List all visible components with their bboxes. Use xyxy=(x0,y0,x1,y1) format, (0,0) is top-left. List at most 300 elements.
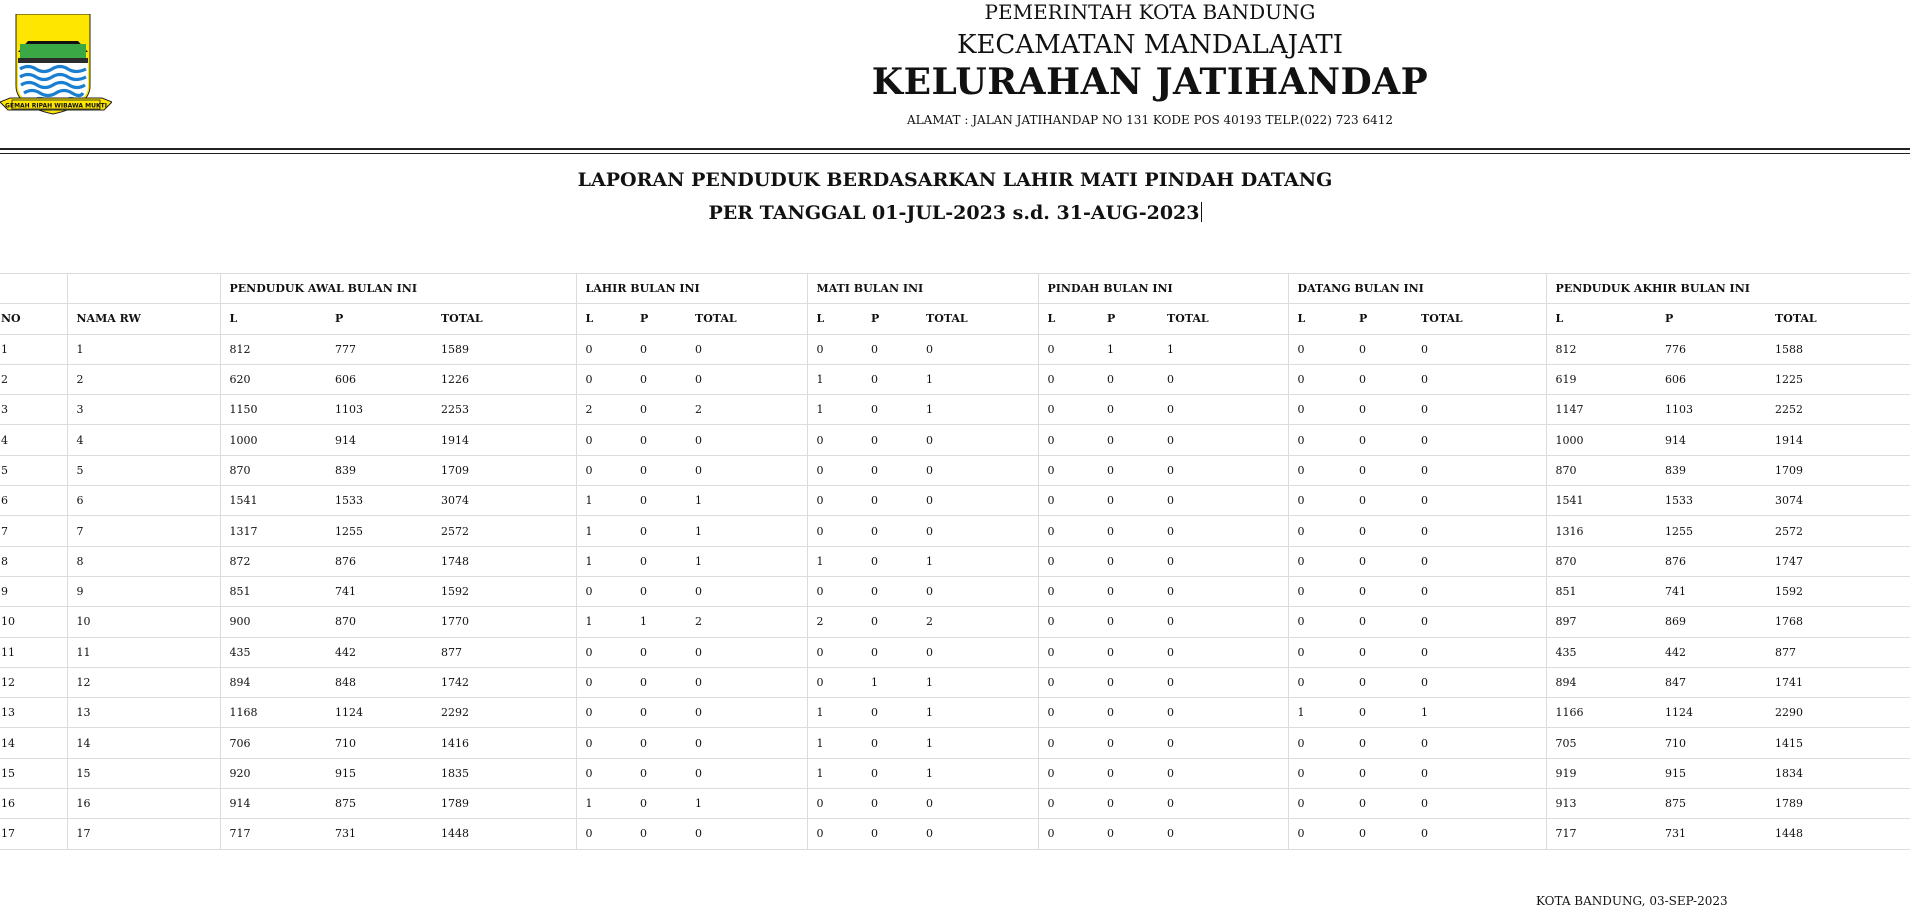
table-cell: 0 xyxy=(686,334,807,364)
table-cell: 0 xyxy=(1098,758,1158,788)
table-row xyxy=(0,819,1910,849)
table-cell: 0 xyxy=(1350,758,1412,788)
group-header-mati: MATI BULAN INI xyxy=(807,274,1038,304)
table-cell: 0 xyxy=(1350,455,1412,485)
table-cell: 0 xyxy=(1158,728,1288,758)
table-cell: 0 xyxy=(631,758,686,788)
column-header: TOTAL xyxy=(1766,304,1910,334)
table-cell: 0 xyxy=(1158,698,1288,728)
column-header: TOTAL xyxy=(1412,304,1546,334)
table-cell: 1834 xyxy=(1766,758,1910,788)
table-cell: 0 xyxy=(631,576,686,606)
table-cell: 1147 xyxy=(1546,395,1656,425)
table-cell: 1317 xyxy=(220,516,326,546)
row-number: 17 xyxy=(0,819,67,849)
table-cell: 915 xyxy=(326,758,432,788)
column-header: P xyxy=(1098,304,1158,334)
table-cell: 1 xyxy=(686,516,807,546)
table-cell: 0 xyxy=(631,698,686,728)
table-cell: 0 xyxy=(1098,546,1158,576)
table-cell: 0 xyxy=(631,819,686,849)
table-cell: 0 xyxy=(686,364,807,394)
table-cell: 0 xyxy=(631,395,686,425)
table-cell: 1 xyxy=(1288,698,1350,728)
row-number: 2 xyxy=(0,364,67,394)
row-number: 8 xyxy=(0,546,67,576)
table-cell: 0 xyxy=(862,728,917,758)
table-cell: 1124 xyxy=(1656,698,1766,728)
table-cell: 0 xyxy=(1038,758,1098,788)
table-cell: 0 xyxy=(1288,637,1350,667)
table-cell: 1770 xyxy=(432,607,576,637)
table-cell: 0 xyxy=(1412,789,1546,819)
table-cell: 1000 xyxy=(220,425,326,455)
table-cell: 0 xyxy=(917,576,1038,606)
table-cell: 0 xyxy=(1288,607,1350,637)
table-cell: 0 xyxy=(1288,334,1350,364)
table-cell: 0 xyxy=(1350,667,1412,697)
table-cell: 0 xyxy=(1288,667,1350,697)
table-row xyxy=(0,789,1910,819)
table-cell: 0 xyxy=(1098,576,1158,606)
row-number: 7 xyxy=(0,516,67,546)
table-cell: 0 xyxy=(1038,698,1098,728)
table-cell: 2 xyxy=(576,395,631,425)
table-cell: 710 xyxy=(326,728,432,758)
table-cell: 0 xyxy=(1350,425,1412,455)
table-cell: 0 xyxy=(1288,728,1350,758)
column-header: NO xyxy=(0,304,67,334)
bandung-coat-of-arms-logo xyxy=(0,14,112,118)
table-cell: 1592 xyxy=(1766,576,1910,606)
table-cell: 1709 xyxy=(1766,455,1910,485)
table-cell: 0 xyxy=(576,364,631,394)
table-body xyxy=(0,334,1910,849)
table-cell: 0 xyxy=(1412,364,1546,394)
column-header: L xyxy=(1546,304,1656,334)
letterhead xyxy=(700,0,1600,128)
table-cell: 0 xyxy=(1412,758,1546,788)
row-number: 3 xyxy=(0,395,67,425)
table-cell: 1541 xyxy=(220,486,326,516)
group-header-row xyxy=(0,274,1910,304)
table-cell: 0 xyxy=(1412,576,1546,606)
place-date: KOTA BANDUNG, 03-SEP-2023 xyxy=(1536,894,1728,908)
table-row xyxy=(0,425,1910,455)
table-cell: 1789 xyxy=(1766,789,1910,819)
group-header-pindah: PINDAH BULAN INI xyxy=(1038,274,1288,304)
table-cell: 1000 xyxy=(1546,425,1656,455)
table-row xyxy=(0,455,1910,485)
table-cell: 606 xyxy=(326,364,432,394)
table-cell: 0 xyxy=(1412,455,1546,485)
table-cell: 0 xyxy=(631,516,686,546)
table-cell: 1742 xyxy=(432,667,576,697)
table-cell: 717 xyxy=(220,819,326,849)
table-cell: 0 xyxy=(1038,667,1098,697)
table-cell: 0 xyxy=(1288,576,1350,606)
table-cell: 851 xyxy=(1546,576,1656,606)
table-cell: 1103 xyxy=(326,395,432,425)
table-cell: 1 xyxy=(576,607,631,637)
table-cell: 0 xyxy=(862,758,917,788)
table-cell: 0 xyxy=(862,607,917,637)
table-cell: 0 xyxy=(686,698,807,728)
table-cell: 1 xyxy=(917,728,1038,758)
report-title: LAPORAN PENDUDUK BERDASARKAN LAHIR MATI PINDAH DATANG xyxy=(577,169,1333,191)
table-cell: 1 xyxy=(917,758,1038,788)
table-cell: 1415 xyxy=(1766,728,1910,758)
table-cell: 0 xyxy=(576,455,631,485)
table-cell: 914 xyxy=(326,425,432,455)
table-cell: 606 xyxy=(1656,364,1766,394)
table-cell: 812 xyxy=(220,334,326,364)
table-row xyxy=(0,637,1910,667)
table-cell: 0 xyxy=(862,546,917,576)
table-cell: 0 xyxy=(1288,819,1350,849)
table-cell: 0 xyxy=(576,698,631,728)
table-cell: 877 xyxy=(1766,637,1910,667)
table-cell: 0 xyxy=(1098,819,1158,849)
table-cell: 1 xyxy=(917,395,1038,425)
table-cell: 1166 xyxy=(1546,698,1656,728)
table-cell: 0 xyxy=(1098,425,1158,455)
table-cell: 0 xyxy=(686,576,807,606)
table-row xyxy=(0,516,1910,546)
table-cell: 0 xyxy=(1098,637,1158,667)
table-cell: 741 xyxy=(1656,576,1766,606)
table-cell: 0 xyxy=(1158,395,1288,425)
table-cell: 1835 xyxy=(432,758,576,788)
table-cell: 1 xyxy=(1158,334,1288,364)
table-cell: 2253 xyxy=(432,395,576,425)
table-cell: 0 xyxy=(1098,667,1158,697)
report-period xyxy=(0,201,1910,225)
table-cell: 0 xyxy=(1288,486,1350,516)
table-cell: 1 xyxy=(807,698,862,728)
table-cell: 0 xyxy=(1288,364,1350,394)
table-cell: 705 xyxy=(1546,728,1656,758)
table-cell: 2 xyxy=(686,607,807,637)
column-header: TOTAL xyxy=(432,304,576,334)
row-number: 5 xyxy=(0,455,67,485)
table-cell: 0 xyxy=(1158,455,1288,485)
column-header: P xyxy=(1656,304,1766,334)
table-cell: 776 xyxy=(1656,334,1766,364)
table-cell: 0 xyxy=(1350,637,1412,667)
table-cell: 0 xyxy=(1038,576,1098,606)
table-cell: 0 xyxy=(1288,516,1350,546)
table-cell: 0 xyxy=(1288,455,1350,485)
header-divider-thick xyxy=(0,148,1910,150)
table-cell: 0 xyxy=(1038,819,1098,849)
table-cell: 869 xyxy=(1656,607,1766,637)
table-cell: 0 xyxy=(1158,516,1288,546)
rw-name: 16 xyxy=(67,789,220,819)
table-cell: 1448 xyxy=(432,819,576,849)
table-cell: 1 xyxy=(807,395,862,425)
table-cell: 847 xyxy=(1656,667,1766,697)
column-header: P xyxy=(326,304,432,334)
table-cell: 0 xyxy=(917,819,1038,849)
table-cell: 0 xyxy=(1158,667,1288,697)
table-cell: 1316 xyxy=(1546,516,1656,546)
table-cell: 3074 xyxy=(1766,486,1910,516)
table-cell: 1 xyxy=(576,486,631,516)
table-row xyxy=(0,758,1910,788)
table-cell: 1789 xyxy=(432,789,576,819)
table-cell: 0 xyxy=(807,576,862,606)
table-cell: 812 xyxy=(1546,334,1656,364)
table-cell: 0 xyxy=(862,516,917,546)
table-cell: 0 xyxy=(807,789,862,819)
table-cell: 2 xyxy=(917,607,1038,637)
table-cell: 0 xyxy=(686,455,807,485)
office-address: ALAMAT : JALAN JATIHANDAP NO 131 KODE POS 40193 TELP.(022) 723 6412 xyxy=(906,113,1394,127)
table-cell: 0 xyxy=(807,486,862,516)
table-cell: 1 xyxy=(686,486,807,516)
table-cell: 0 xyxy=(631,546,686,576)
table-cell: 435 xyxy=(220,637,326,667)
table-cell: 0 xyxy=(1350,516,1412,546)
table-cell: 870 xyxy=(1546,455,1656,485)
table-cell: 1255 xyxy=(326,516,432,546)
table-cell: 1588 xyxy=(1766,334,1910,364)
table-cell: 914 xyxy=(1656,425,1766,455)
rw-name: 17 xyxy=(67,819,220,849)
table-cell: 1768 xyxy=(1766,607,1910,637)
rw-name: 14 xyxy=(67,728,220,758)
table-cell: 0 xyxy=(576,667,631,697)
header-blank xyxy=(0,274,67,304)
column-header: NAMA RW xyxy=(67,304,220,334)
table-cell: 1 xyxy=(1412,698,1546,728)
table-cell: 0 xyxy=(1158,758,1288,788)
table-cell: 1 xyxy=(807,364,862,394)
column-header: L xyxy=(807,304,862,334)
table-cell: 717 xyxy=(1546,819,1656,849)
table-cell: 0 xyxy=(686,819,807,849)
table-cell: 0 xyxy=(1350,395,1412,425)
report-period-text: PER TANGGAL 01-JUL-2023 s.d. 31-AUG-2023 xyxy=(708,202,1200,224)
table-cell: 0 xyxy=(1288,758,1350,788)
table-cell: 0 xyxy=(1288,789,1350,819)
table-cell: 0 xyxy=(862,364,917,394)
row-number: 4 xyxy=(0,425,67,455)
table-cell: 0 xyxy=(1158,576,1288,606)
table-cell: 0 xyxy=(862,395,917,425)
table-cell: 913 xyxy=(1546,789,1656,819)
table-cell: 894 xyxy=(220,667,326,697)
table-cell: 851 xyxy=(220,576,326,606)
row-number: 9 xyxy=(0,576,67,606)
rw-name: 6 xyxy=(67,486,220,516)
group-header-akhir: PENDUDUK AKHIR BULAN INI xyxy=(1546,274,1910,304)
table-cell: 0 xyxy=(1158,637,1288,667)
column-header: TOTAL xyxy=(1158,304,1288,334)
table-cell: 1 xyxy=(917,667,1038,697)
column-header: L xyxy=(220,304,326,334)
table-cell: 706 xyxy=(220,728,326,758)
table-cell: 897 xyxy=(1546,607,1656,637)
rw-name: 12 xyxy=(67,667,220,697)
table-cell: 0 xyxy=(1412,486,1546,516)
table-cell: 0 xyxy=(576,758,631,788)
row-number: 12 xyxy=(0,667,67,697)
table-cell: 1 xyxy=(807,758,862,788)
table-cell: 0 xyxy=(807,667,862,697)
table-cell: 1 xyxy=(686,546,807,576)
table-cell: 0 xyxy=(1038,486,1098,516)
table-row xyxy=(0,576,1910,606)
table-cell: 0 xyxy=(1038,455,1098,485)
table-cell: 870 xyxy=(220,455,326,485)
table-cell: 875 xyxy=(326,789,432,819)
row-number: 16 xyxy=(0,789,67,819)
table-cell: 0 xyxy=(807,334,862,364)
table-cell: 2252 xyxy=(1766,395,1910,425)
table-cell: 1 xyxy=(862,667,917,697)
table-cell: 741 xyxy=(326,576,432,606)
table-cell: 1748 xyxy=(432,546,576,576)
table-cell: 0 xyxy=(631,486,686,516)
rw-name: 8 xyxy=(67,546,220,576)
table-cell: 915 xyxy=(1656,758,1766,788)
table-cell: 0 xyxy=(1098,364,1158,394)
table-cell: 1 xyxy=(807,728,862,758)
table-cell: 0 xyxy=(1098,486,1158,516)
table-cell: 0 xyxy=(686,667,807,697)
table-cell: 1124 xyxy=(326,698,432,728)
table-cell: 442 xyxy=(326,637,432,667)
table-row xyxy=(0,546,1910,576)
table-cell: 2572 xyxy=(1766,516,1910,546)
table-cell: 731 xyxy=(326,819,432,849)
table-cell: 0 xyxy=(631,334,686,364)
table-cell: 0 xyxy=(1038,789,1098,819)
table-cell: 0 xyxy=(576,637,631,667)
table-cell: 710 xyxy=(1656,728,1766,758)
table-cell: 914 xyxy=(220,789,326,819)
table-cell: 0 xyxy=(1412,728,1546,758)
row-number: 10 xyxy=(0,607,67,637)
table-cell: 0 xyxy=(1412,819,1546,849)
table-cell: 2292 xyxy=(432,698,576,728)
table-cell: 0 xyxy=(1350,698,1412,728)
table-cell: 1 xyxy=(686,789,807,819)
table-cell: 0 xyxy=(1038,364,1098,394)
table-row xyxy=(0,486,1910,516)
population-report-table xyxy=(0,273,1910,850)
table-cell: 0 xyxy=(1158,607,1288,637)
table-cell: 1533 xyxy=(1656,486,1766,516)
table-cell: 0 xyxy=(1038,546,1098,576)
table-cell: 0 xyxy=(862,819,917,849)
row-number: 1 xyxy=(0,334,67,364)
rw-name: 1 xyxy=(67,334,220,364)
table-cell: 1914 xyxy=(432,425,576,455)
table-cell: 0 xyxy=(631,425,686,455)
table-cell: 0 xyxy=(1288,546,1350,576)
table-cell: 0 xyxy=(1158,486,1288,516)
table-cell: 0 xyxy=(1350,546,1412,576)
table-cell: 0 xyxy=(1038,395,1098,425)
table-cell: 0 xyxy=(631,789,686,819)
table-cell: 0 xyxy=(576,576,631,606)
table-cell: 0 xyxy=(917,425,1038,455)
table-cell: 870 xyxy=(326,607,432,637)
table-cell: 0 xyxy=(686,425,807,455)
row-number: 13 xyxy=(0,698,67,728)
table-cell: 0 xyxy=(807,819,862,849)
table-cell: 0 xyxy=(1350,486,1412,516)
table-cell: 435 xyxy=(1546,637,1656,667)
column-header: P xyxy=(862,304,917,334)
table-cell: 0 xyxy=(1098,516,1158,546)
table-cell: 1150 xyxy=(220,395,326,425)
table-cell: 0 xyxy=(917,789,1038,819)
table-cell: 731 xyxy=(1656,819,1766,849)
table-cell: 0 xyxy=(686,728,807,758)
table-cell: 0 xyxy=(576,334,631,364)
table-cell: 0 xyxy=(862,455,917,485)
table-cell: 848 xyxy=(326,667,432,697)
table-cell: 0 xyxy=(1350,819,1412,849)
row-number: 14 xyxy=(0,728,67,758)
table-cell: 1168 xyxy=(220,698,326,728)
table-cell: 0 xyxy=(631,637,686,667)
table-cell: 0 xyxy=(1288,425,1350,455)
table-cell: 1225 xyxy=(1766,364,1910,394)
column-header: L xyxy=(1038,304,1098,334)
column-header: TOTAL xyxy=(686,304,807,334)
table-cell: 0 xyxy=(1098,698,1158,728)
table-cell: 919 xyxy=(1546,758,1656,788)
table-cell: 0 xyxy=(1098,789,1158,819)
table-row xyxy=(0,607,1910,637)
table-row xyxy=(0,395,1910,425)
table-cell: 442 xyxy=(1656,637,1766,667)
group-header-datang: DATANG BULAN INI xyxy=(1288,274,1546,304)
table-cell: 0 xyxy=(1350,334,1412,364)
table-cell: 0 xyxy=(1038,637,1098,667)
table-cell: 1592 xyxy=(432,576,576,606)
table-cell: 620 xyxy=(220,364,326,394)
table-cell: 0 xyxy=(862,789,917,819)
column-header: P xyxy=(631,304,686,334)
column-header: L xyxy=(1288,304,1350,334)
table-cell: 894 xyxy=(1546,667,1656,697)
table-cell: 0 xyxy=(807,637,862,667)
table-cell: 0 xyxy=(862,486,917,516)
row-number: 11 xyxy=(0,637,67,667)
table-cell: 0 xyxy=(686,637,807,667)
table-cell: 1 xyxy=(576,789,631,819)
table-cell: 0 xyxy=(917,637,1038,667)
table-cell: 0 xyxy=(807,455,862,485)
table-cell: 0 xyxy=(1098,607,1158,637)
table-cell: 0 xyxy=(862,425,917,455)
table-cell: 920 xyxy=(220,758,326,788)
rw-name: 7 xyxy=(67,516,220,546)
table-cell: 0 xyxy=(917,334,1038,364)
table-cell: 0 xyxy=(862,637,917,667)
column-header-row xyxy=(0,304,1910,334)
table-cell: 1741 xyxy=(1766,667,1910,697)
table-cell: 0 xyxy=(917,455,1038,485)
table-cell: 0 xyxy=(1288,395,1350,425)
table-row xyxy=(0,364,1910,394)
